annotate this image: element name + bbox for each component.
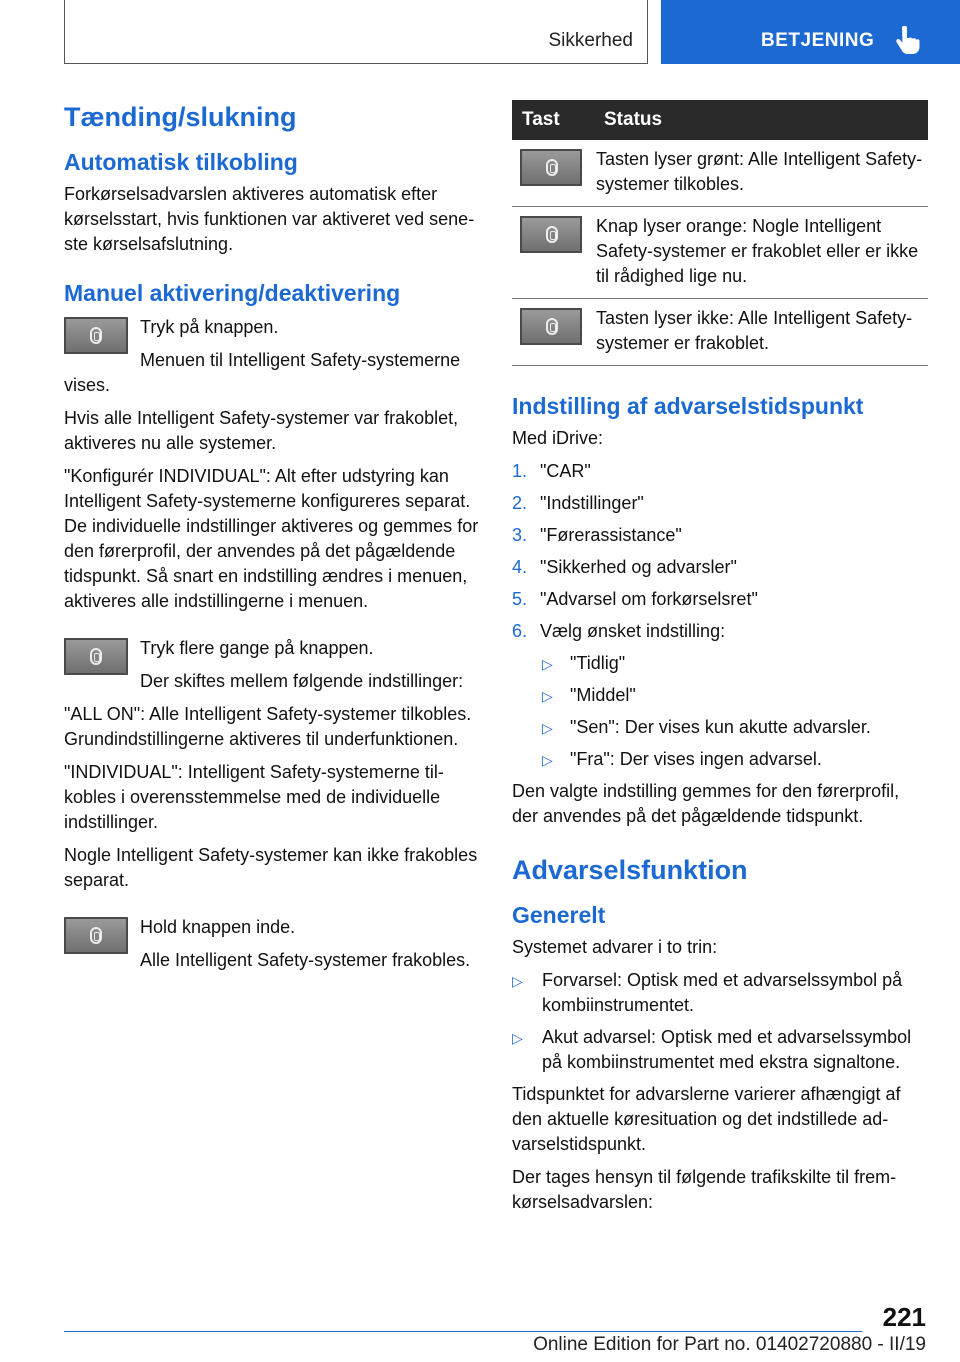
edition-text: Online Edition for Part no. 01402720880 - II/19 — [533, 1334, 926, 1355]
list-item: ▷ Forvarsel: Optisk med et advarselssymbol på kombiinstrumentet. — [512, 970, 903, 1015]
list-item: 4. "Sikkerhed og advarsler" — [512, 557, 737, 577]
header-chapter: BETJENING — [761, 30, 875, 51]
right-column — [512, 100, 928, 1223]
list-item: 6. Vælg ønsket indstilling: — [512, 621, 726, 641]
triangle-bullet-icon: ▷ — [542, 720, 553, 736]
step-press-button — [64, 315, 482, 406]
step1-a: Tryk på knappen. — [140, 317, 279, 337]
page-number: 221 — [882, 1302, 926, 1332]
idrive-label: Med iDrive: — [512, 428, 604, 448]
option-list — [512, 651, 928, 772]
time-text: Tidspunktet for advarslerne varierer afhængigt af den aktuelle køresituation og det indstillede advarselstidspunkt. — [512, 1084, 901, 1154]
table-header — [512, 100, 928, 140]
warn-time-heading: Indstilling af advarselstidspunkt — [512, 393, 864, 419]
list-item: 1. "CAR" — [512, 461, 591, 481]
para-5: Nogle Intelligent Safety-systemer kan ikke frakobles separat. — [64, 845, 478, 890]
auto-text: Forkørselsadvarslen aktiveres automatisk efter kørselsstart, hvis funktionen var aktiveret ved seneste kørselsafslutning. — [64, 184, 475, 254]
safety-button-orange-icon — [520, 216, 582, 253]
list-item: 3. "Førerassistance" — [512, 525, 682, 545]
triangle-bullet-icon: ▷ — [542, 688, 553, 704]
step-press-repeat — [64, 636, 482, 702]
safety-button-green-icon — [520, 149, 582, 186]
list-item: 5. "Advarsel om forkørselsret" — [512, 589, 758, 609]
table-row — [512, 207, 928, 299]
table-row — [512, 299, 928, 366]
safety-button-icon — [64, 317, 128, 354]
manual-heading: Manuel aktivering/deaktivering — [64, 280, 401, 306]
safety-button-off-icon — [520, 308, 582, 345]
table-row — [512, 140, 928, 207]
footer-divider — [64, 1331, 862, 1332]
triangle-bullet-icon: ▷ — [542, 752, 553, 768]
header-section: Sikkerhed — [548, 30, 633, 51]
step3-b: Alle Intelligent Safety-systemer frakobles. — [140, 950, 471, 970]
para-4: "INDIVIDUAL": Intelligent Safety-systemerne tilkobles i overensstemmelse med de individuelle indstillinger. — [64, 762, 444, 832]
triangle-bullet-icon: ▷ — [542, 656, 553, 672]
hand-pointer-icon — [894, 26, 920, 56]
step1-b: Menuen til Intelligent Safety-systemerne vises. — [64, 350, 461, 395]
page-title: Tænding/slukning — [64, 102, 297, 132]
header-section-box — [64, 0, 648, 64]
general-heading: Generelt — [512, 902, 606, 928]
list-item: ▷ "Fra": Der vises ingen advarsel. — [512, 747, 928, 772]
step2-b: Der skiftes mellem følgende indstillinger: — [140, 671, 464, 691]
para-2: "Konfigurér INDIVIDUAL": Alt efter udstyring kan Intelligent Safety-systemerne konfigureres separat. De individuelle indstillinger aktiveres og gemmes for den førerprofil, der anvendes på det pågældende tidspunkt. Så snart en indstilling ændres i menuen, aktiveres alle indstillingerne i menuen. — [64, 466, 479, 611]
func-title: Advarselsfunktion — [512, 855, 748, 885]
saved-text: Den valgte indstilling gemmes for den førerprofil, der anvendes på det pågældende tidspunkt. — [512, 781, 900, 826]
step2-a: Tryk flere gange på knappen. — [140, 638, 374, 658]
idrive-steps — [512, 459, 928, 644]
two-step-text: Systemet advarer i to trin: — [512, 937, 718, 957]
triangle-bullet-icon: ▷ — [512, 973, 523, 989]
safety-button-icon — [64, 917, 128, 954]
list-item: ▷ "Tidlig" — [512, 651, 928, 676]
safety-button-icon — [64, 638, 128, 675]
col-status: Status — [596, 100, 928, 140]
para-3: "ALL ON": Alle Intelligent Safety-systemer tilkobles. Grundindstillingerne aktiveres til underfunktionen. — [64, 704, 472, 749]
status-table — [512, 100, 928, 366]
step3-a: Hold knappen inde. — [140, 917, 296, 937]
warning-list — [512, 968, 928, 1075]
status-cell: Tasten lyser ikke: Alle Intelligent Safety-systemer er frakoblet. — [596, 299, 928, 366]
status-cell: Knap lyser orange: Nogle Intelligent Safety-systemer er frakoblet eller er ikke til rådighed lige nu. — [596, 207, 928, 299]
list-item: ▷ Akut advarsel: Optisk med et advarselssymbol på kombiinstrumentet med ekstra signaltone. — [512, 1027, 912, 1072]
triangle-bullet-icon: ▷ — [512, 1030, 523, 1046]
list-item: 2. "Indstillinger" — [512, 493, 644, 513]
para-1: Hvis alle Intelligent Safety-systemer var frakoblet, aktiveres nu alle systemer. — [64, 408, 459, 453]
list-item: ▷ "Middel" — [512, 683, 928, 708]
status-cell: Tasten lyser grønt: Alle Intelligent Safety-systemer tilkobles. — [596, 140, 928, 207]
list-item: ▷ "Sen": Der vises kun akutte advarsler. — [512, 715, 928, 740]
col-tast: Tast — [512, 100, 596, 140]
step-hold-button — [64, 915, 482, 981]
auto-heading: Automatisk tilkobling — [64, 149, 298, 175]
left-column — [64, 100, 482, 981]
signs-text: Der tages hensyn til følgende trafikskilte til fremkørselsadvarslen: — [512, 1167, 897, 1212]
